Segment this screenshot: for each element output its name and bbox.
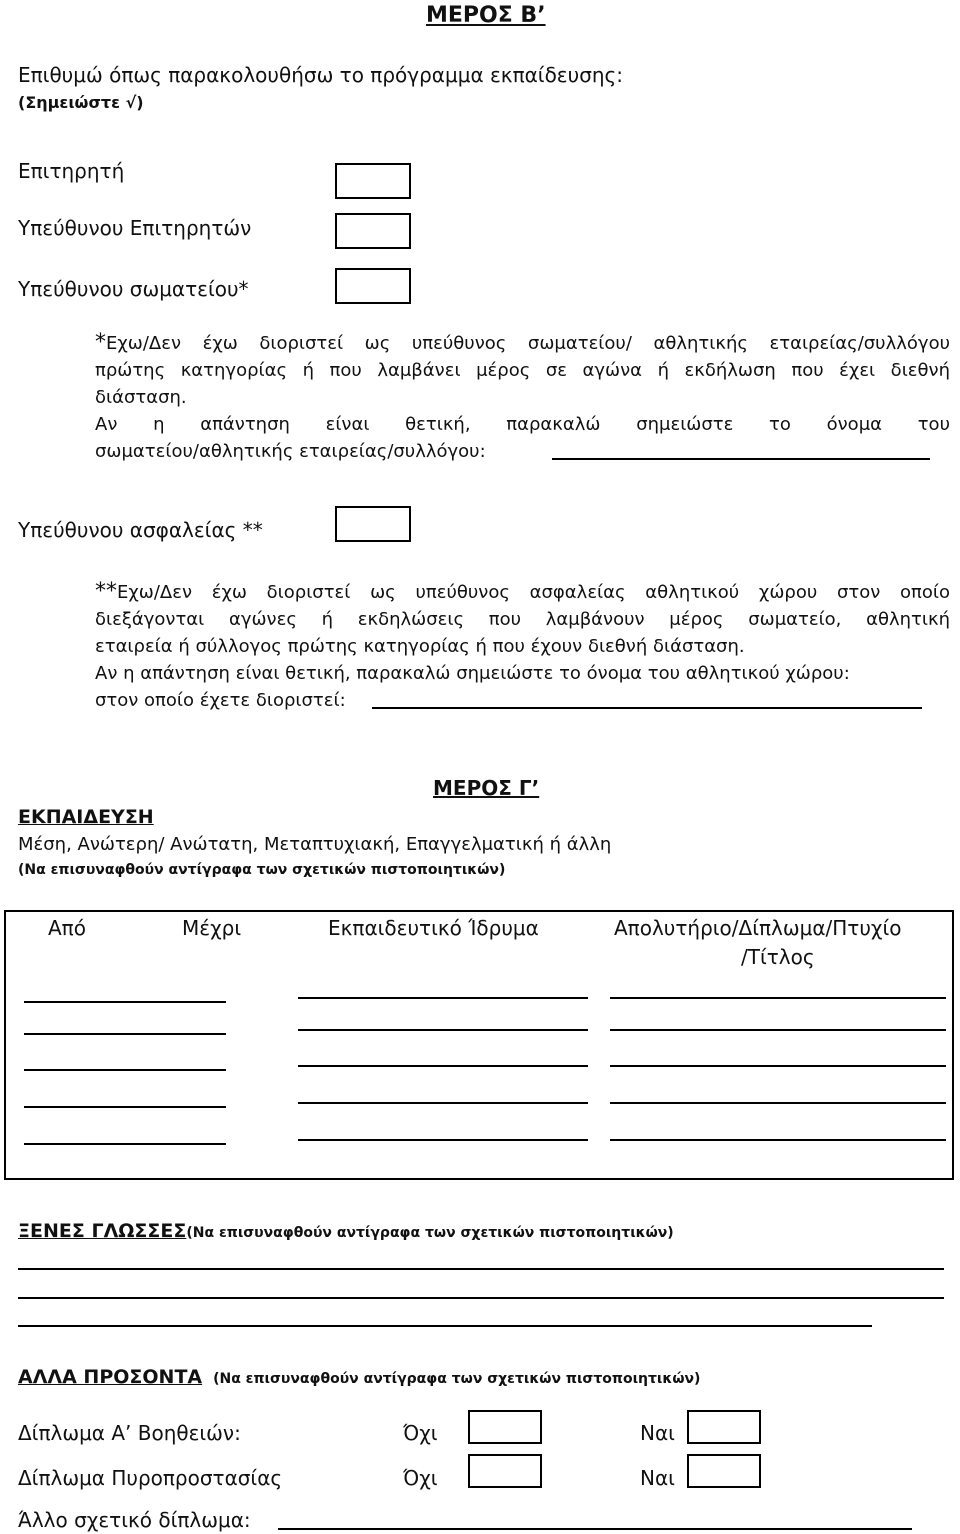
column-header-degree-title: /Τίτλος	[741, 945, 815, 969]
languages-section	[18, 1218, 674, 1245]
club-note-line5: σωματείου/αθλητικής εταιρείας/συλλόγου:	[95, 441, 486, 462]
fire-safety-label: Δίπλωμα Πυροπροστασίας	[18, 1466, 283, 1490]
club-note-line4: Αν η απάντηση είναι θετική, παρακαλώ σημειώστε το όνομα του	[95, 414, 950, 435]
education-entry-from-line[interactable]	[24, 1143, 130, 1145]
language-line-3[interactable]	[18, 1325, 872, 1327]
languages-note: (Να επισυναφθούν αντίγραφα των σχετικών πιστοποιητικών)	[186, 1225, 674, 1241]
other-heading: ΑΛΛΑ ΠΡΟΣΟΝΤΑ	[18, 1366, 203, 1388]
column-header-degree: Απολυτήριο/Δίπλωμα/Πτυχίο	[614, 916, 902, 940]
other-diploma-label: Άλλο σχετικό δίπλωμα:	[18, 1508, 251, 1532]
safety-note-line5: στον οποίο έχετε διοριστεί:	[95, 690, 346, 711]
column-header-from: Από	[48, 916, 86, 940]
languages-heading: ΞΕΝΕΣ ΓΛΩΣΣΕΣ	[18, 1220, 187, 1242]
club-name-field[interactable]	[552, 458, 930, 460]
first-aid-yes-checkbox[interactable]	[687, 1410, 761, 1444]
first-aid-no-label: Όχι	[403, 1421, 438, 1445]
education-note: (Να επισυναφθούν αντίγραφα των σχετικών πιστοποιητικών)	[18, 862, 506, 878]
option-label-head-supervisors: Υπεύθυνου Επιτηρητών	[18, 216, 252, 240]
fire-safety-no-label: Όχι	[403, 1466, 438, 1490]
club-note-line3: διάσταση.	[95, 387, 187, 408]
column-header-institution: Εκπαιδευτικό Ίδρυμα	[328, 916, 539, 940]
club-note	[95, 329, 950, 465]
education-entry-institution-line[interactable]	[298, 1139, 588, 1141]
safety-note-line1: Εχω/Δεν έχω διοριστεί ως υπεύθυνος ασφαλείας αθλητικού χώρου στον οποίο	[117, 582, 950, 603]
safety-note	[95, 578, 950, 714]
option-checkbox-safety-officer[interactable]	[335, 506, 411, 542]
fire-safety-no-checkbox[interactable]	[468, 1454, 542, 1488]
club-note-marker: *	[95, 330, 106, 355]
education-entry-to-line[interactable]	[120, 1106, 226, 1108]
education-entry-degree-line[interactable]	[610, 1139, 946, 1141]
education-entry-degree-line[interactable]	[610, 1102, 946, 1104]
club-note-line1: Εχω/Δεν έχω διοριστεί ως υπεύθυνος σωματείου/ αθλητικής εταιρείας/συλλόγου	[106, 333, 950, 354]
education-entry-degree-line[interactable]	[610, 997, 946, 999]
venue-name-field[interactable]	[372, 707, 922, 709]
fire-safety-yes-label: Ναι	[640, 1466, 675, 1490]
education-entry-from-line[interactable]	[24, 1033, 130, 1035]
education-entry-to-line[interactable]	[120, 1069, 226, 1071]
other-note: (Να επισυναφθούν αντίγραφα των σχετικών πιστοποιητικών)	[213, 1371, 701, 1387]
option-checkbox-club-officer[interactable]	[335, 268, 411, 304]
option-checkbox-supervisor[interactable]	[335, 163, 411, 199]
safety-note-line4: Αν η απάντηση είναι θετική, παρακαλώ σημειώστε το όνομα του αθλητικού χώρου:	[95, 663, 850, 684]
education-entry-institution-line[interactable]	[298, 1029, 588, 1031]
education-entry-institution-line[interactable]	[298, 1065, 588, 1067]
language-line-2[interactable]	[18, 1297, 944, 1299]
first-aid-label: Δίπλωμα Α’ Βοηθειών:	[18, 1421, 241, 1445]
first-aid-yes-label: Ναι	[640, 1421, 675, 1445]
education-entry-to-line[interactable]	[120, 1001, 226, 1003]
training-question: Επιθυμώ όπως παρακολουθήσω το πρόγραμμα εκπαίδευσης:	[18, 63, 624, 87]
education-entry-to-line[interactable]	[120, 1143, 226, 1145]
option-label-club-officer: Υπεύθυνου σωματείου*	[18, 277, 249, 301]
option-checkbox-head-supervisors[interactable]	[335, 213, 411, 249]
education-heading: ΕΚΠΑΙΔΕΥΣΗ	[18, 806, 154, 828]
fire-safety-yes-checkbox[interactable]	[687, 1454, 761, 1488]
education-entry-from-line[interactable]	[24, 1106, 130, 1108]
safety-note-line2: διεξάγονται αγώνες ή εκδηλώσεις που λαμβάνουν μέρος σωματείο, αθλητική	[95, 609, 950, 630]
education-levels: Μέση, Ανώτερη/ Ανώτατη, Μεταπτυχιακή, Επαγγελματική ή άλλη	[18, 834, 612, 855]
education-entry-from-line[interactable]	[24, 1069, 130, 1071]
education-entry-degree-line[interactable]	[610, 1065, 946, 1067]
check-note: (Σημειώστε √)	[18, 93, 144, 112]
education-entry-institution-line[interactable]	[298, 1102, 588, 1104]
education-entry-institution-line[interactable]	[298, 997, 588, 999]
part-b-title: ΜΕΡΟΣ Β’	[426, 3, 546, 28]
language-line-1[interactable]	[18, 1268, 944, 1270]
education-entry-degree-line[interactable]	[610, 1029, 946, 1031]
other-diploma-field[interactable]	[278, 1528, 912, 1530]
first-aid-no-checkbox[interactable]	[468, 1410, 542, 1444]
club-note-line2: πρώτης κατηγορίας ή που λαμβάνει μέρος σε αγώνα ή εκδήλωση που έχει διεθνή	[95, 360, 950, 381]
safety-note-line3: εταιρεία ή σύλλογος πρώτης κατηγορίας ή που έχουν διεθνή διάσταση.	[95, 636, 745, 657]
option-label-safety-officer: Υπεύθυνου ασφαλείας **	[18, 518, 263, 542]
education-entry-to-line[interactable]	[120, 1033, 226, 1035]
safety-note-marker: **	[95, 579, 117, 604]
part-c-title: ΜΕΡΟΣ Γ’	[433, 776, 540, 800]
other-section	[18, 1364, 700, 1391]
option-label-supervisor: Επιτηρητή	[18, 159, 125, 183]
column-header-to: Μέχρι	[182, 916, 242, 940]
education-entry-from-line[interactable]	[24, 1001, 130, 1003]
